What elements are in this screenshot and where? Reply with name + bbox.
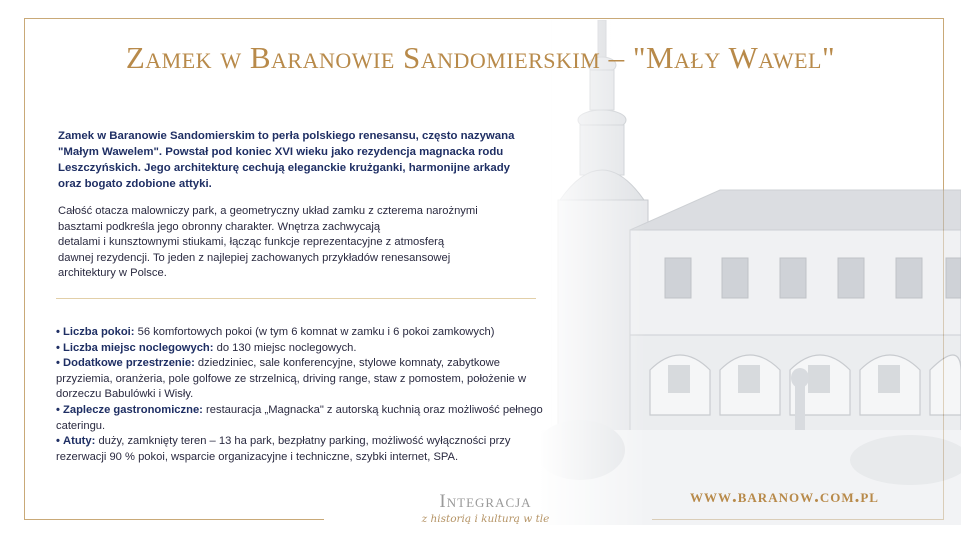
feature-item-rooms xyxy=(56,325,548,341)
section-divider xyxy=(56,298,536,299)
feature-item-beds xyxy=(56,341,548,357)
feature-text: dziedziniec, sale konferencyjne, stylowe komnaty, zabytkowe przyziemia, oranżeria, pole golfowe ze strzelnicą, driving range, staw z pomostem, położenie w dorzeczu Babulówki i Wisły. xyxy=(56,357,527,401)
description-paragraph xyxy=(58,204,533,282)
feature-item-spaces xyxy=(56,356,548,403)
description-line: basztami podkreśla jego obronny charakter. Wnętrza zachwycają xyxy=(58,220,381,233)
feature-label: Zaplecze gastronomiczne: xyxy=(63,403,203,416)
bullet-icon: • xyxy=(56,326,60,338)
feature-item-catering xyxy=(56,403,548,434)
bullet-icon: • xyxy=(56,341,60,354)
frame-left-border xyxy=(24,18,25,520)
feature-item-advantages xyxy=(56,434,548,465)
castle-illustration xyxy=(540,20,961,525)
feature-label: Liczba pokoi: xyxy=(63,326,135,338)
logo-main-text: Integracja xyxy=(439,491,532,512)
feature-label: Dodatkowe przestrzenie: xyxy=(63,357,195,370)
feature-text: duży, zamknięty teren – 13 ha park, bezpłatny parking, możliwość wyłączności przy rezerwacji 90 % pokoi, wsparcie organizacyjne i techniczne, szybki internet, SPA. xyxy=(56,435,511,463)
description-line: detalami i kunsztownymi stiukami, łącząc funkcje reprezentacyjne z atmosferą xyxy=(58,236,445,249)
integracja-logo xyxy=(398,492,573,537)
intro-paragraph: Zamek w Baranowie Sandomierskim to perła polskiego renesansu, często nazywana "Małym Wawelem". Powstał pod koniec XVI wieku jako rezydencja magnacka rodu Leszczyńskich. Jego architekturę cechują eleganckie krużganki, harmonijne arkady oraz bogato zdobione attyki. xyxy=(58,130,515,190)
features-list xyxy=(56,325,548,465)
bullet-icon: • xyxy=(56,403,60,416)
feature-text: restauracja „Magnacka" z autorską kuchnią oraz możliwość pełnego cateringu. xyxy=(56,403,543,432)
description-line: Całość otacza malowniczy park, a geometryczny układ zamku z czterema narożnymi xyxy=(58,205,478,217)
bullet-icon: • xyxy=(56,435,60,448)
website-url[interactable]: www.baranow.com.pl xyxy=(690,486,879,507)
page-title: Zamek w Baranowie Sandomierskim – "Mały Wawel" xyxy=(125,40,836,75)
feature-label: Liczba miejsc noclegowych: xyxy=(63,341,214,354)
logo-tagline: z historią i kulturą w tle xyxy=(421,513,550,525)
feature-text: do 130 miejsc noclegowych. xyxy=(213,341,357,354)
feature-label: Atuty: xyxy=(63,435,96,448)
feature-text: 56 komfortowych pokoi (w tym 6 komnat w zamku i 6 pokoi zamkowych) xyxy=(134,326,495,338)
description-line: architektury w Polsce. xyxy=(58,267,167,280)
description-line: dawnej rezydencji. To jeden z najlepiej zachowanych przykładów renesansowej xyxy=(58,251,451,264)
bullet-icon: • xyxy=(56,357,60,370)
frame-top-border xyxy=(24,18,944,19)
frame-bottom-left-border xyxy=(24,519,324,520)
